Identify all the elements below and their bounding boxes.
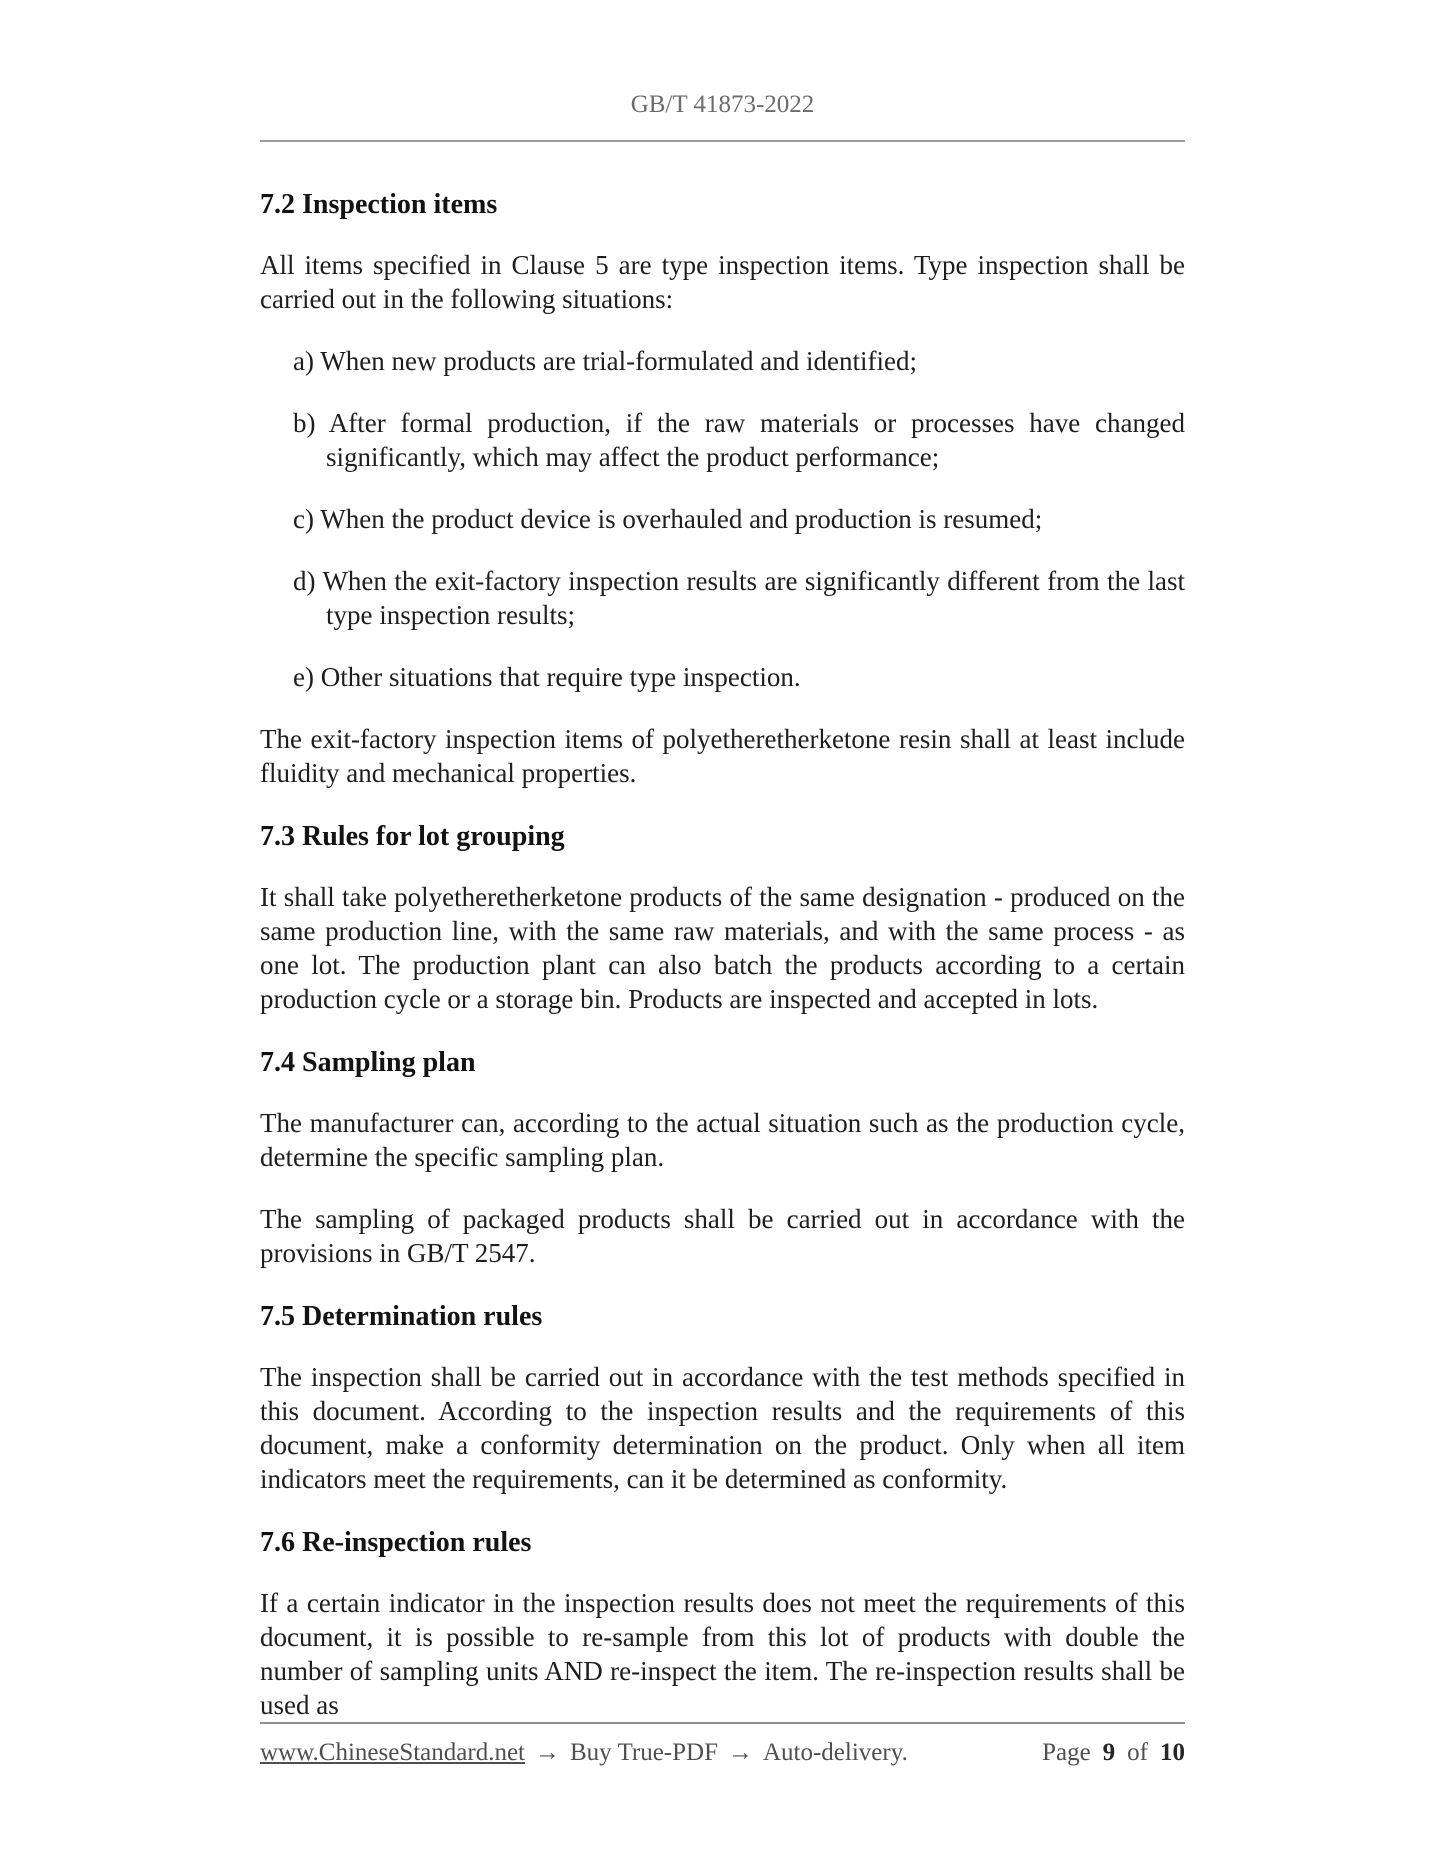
current-page-number: 9 (1102, 1739, 1116, 1766)
page-label: Page (1042, 1739, 1091, 1766)
section-heading-7-3: 7.3 Rules for lot grouping (260, 821, 565, 852)
paragraph-7-3: It shall take polyetheretherketone products of the same designation - produced on the same production line, with the same raw materials, and with the same process - as one lot. The production plant can also batch the products according to a certain production cycle or a storage bin. Products are inspected and accepted in lots. (260, 882, 1185, 1014)
list-item-e: e) Other situations that require type inspection. (293, 662, 801, 692)
section-heading-7-2: 7.2 Inspection items (260, 189, 498, 220)
buy-true-pdf-label: Buy True-PDF (570, 1739, 718, 1766)
footer-source-line (260, 1737, 908, 1769)
section-heading-7-6: 7.6 Re-inspection rules (260, 1527, 532, 1558)
right-arrow-icon: → (727, 1739, 753, 1766)
type-inspection-situations-list (260, 344, 1185, 694)
paragraph-7-5: The inspection shall be carried out in accordance with the test methods specified in this document. According to the inspection results and the requirements of this document, make a conformity determination on the product. Only when all item indicators meet the requirements, can it be determined as conformity. (260, 1362, 1185, 1494)
right-arrow-icon: → (535, 1739, 560, 1766)
paragraph-7-2-intro: All items specified in Clause 5 are type inspection items. Type inspection shall be carried out in the following situations: (260, 250, 1185, 314)
of-label: of (1127, 1739, 1148, 1766)
list-item-c: c) When the product device is overhauled and production is resumed; (293, 504, 1043, 534)
page-number-indicator (1042, 1737, 1185, 1769)
list-item-b: b) After formal production, if the raw materials or processes have changed significantly, which may affect the product performance; (293, 408, 1185, 472)
list-item-a: a) When new products are trial-formulated and identified; (293, 346, 918, 376)
total-page-number: 10 (1160, 1739, 1185, 1766)
paragraph-7-4-b: The sampling of packaged products shall be carried out in accordance with the provisions in GB/T 2547. (260, 1204, 1185, 1268)
section-heading-7-4: 7.4 Sampling plan (260, 1047, 476, 1078)
document-number: GB/T 41873-2022 (630, 91, 815, 118)
paragraph-7-2-exit-factory: The exit-factory inspection items of polyetheretherketone resin shall at least include fluidity and mechanical properties. (260, 724, 1185, 788)
paragraph-7-6: If a certain indicator in the inspection results does not meet the requirements of this document, it is possible to re-sample from this lot of products with double the number of sampling units AND re-inspect the item. The re-inspection results shall be used as (260, 1588, 1185, 1720)
chinesestandard-link[interactable]: www.ChineseStandard.net (260, 1739, 525, 1766)
page-footer (260, 1722, 1185, 1769)
paragraph-7-4-a: The manufacturer can, according to the actual situation such as the production cycle, determine the specific sampling plan. (260, 1108, 1185, 1172)
list-item-d: d) When the exit-factory inspection results are significantly different from the last type inspection results; (293, 566, 1185, 630)
document-body (260, 142, 1185, 1722)
section-heading-7-5: 7.5 Determination rules (260, 1301, 543, 1332)
auto-delivery-label: Auto-delivery. (762, 1739, 908, 1766)
